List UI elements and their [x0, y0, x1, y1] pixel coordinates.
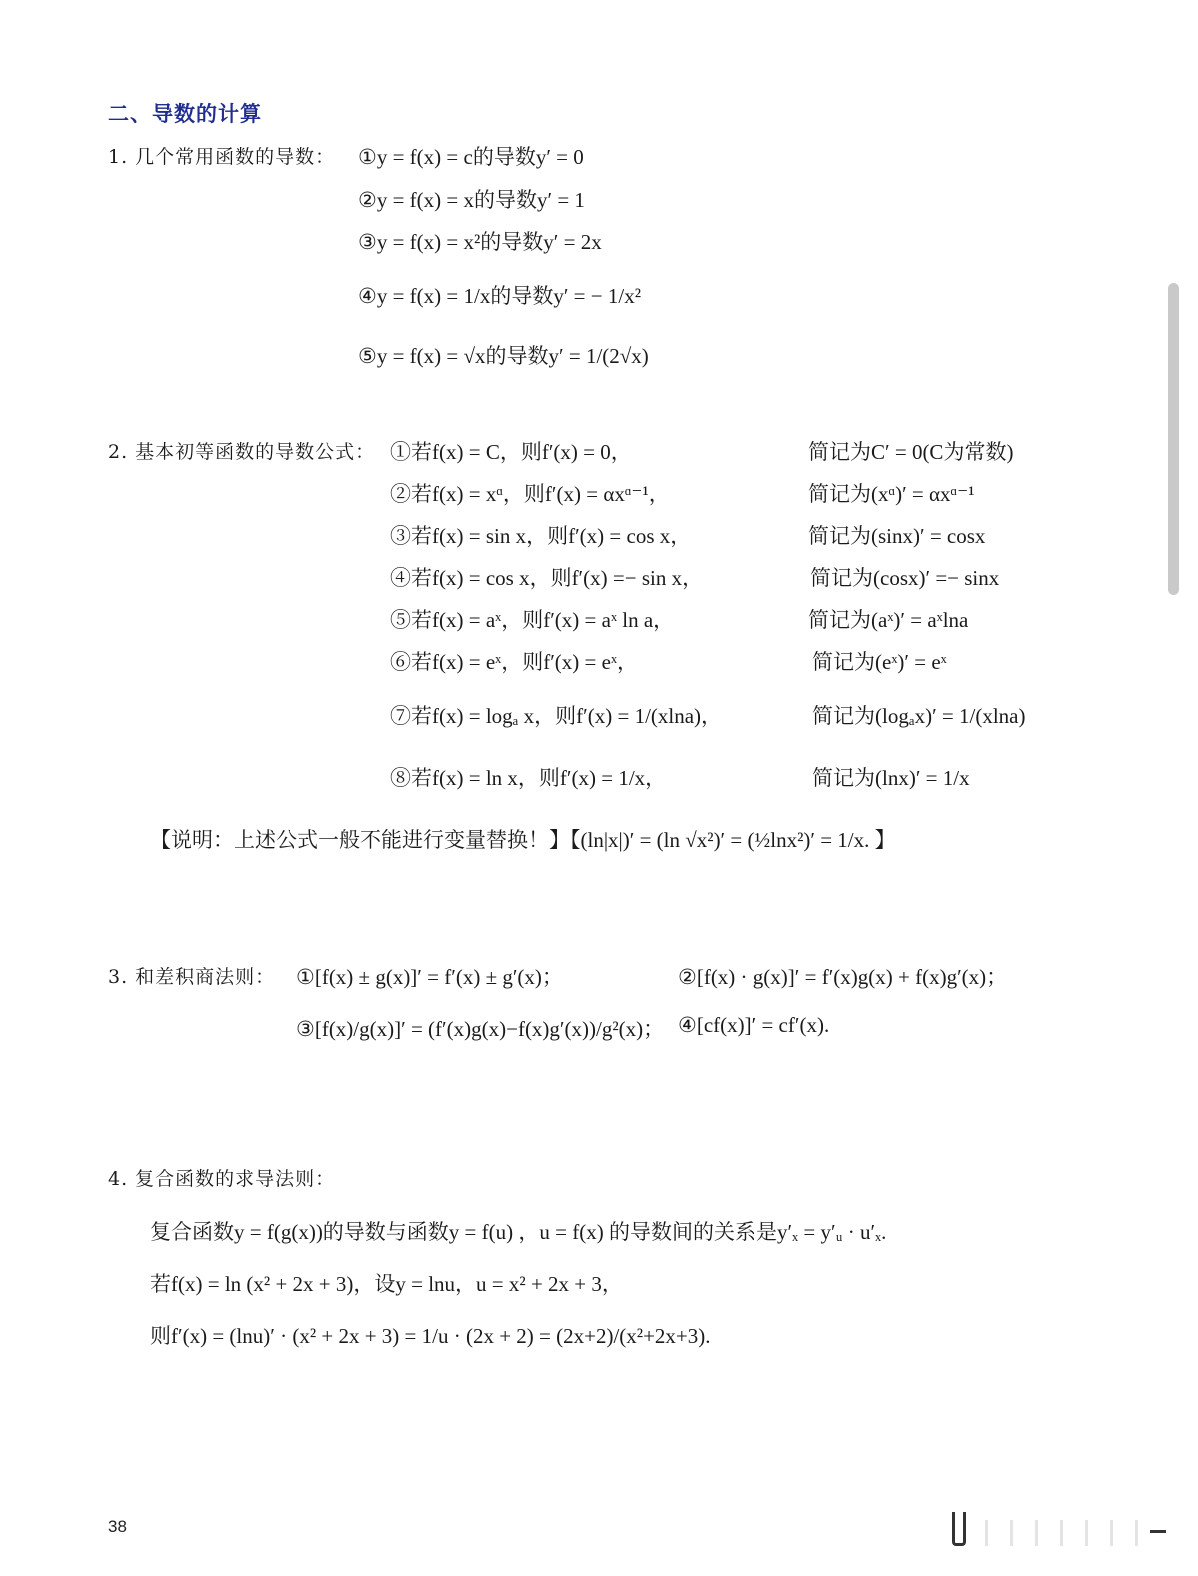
part1-item: ⑤y = f(x) = √x的导数y′ = 1/(2√x)	[358, 344, 649, 368]
derivative-rule: ⑤若f(x) = aˣ，则f′(x) = aˣ ln a，	[390, 608, 675, 632]
quotient-rule: ③[f(x)/g(x)]′ = (f′(x)g(x)−f(x)g′(x))/g²(x)；	[296, 1017, 665, 1041]
part1-label: 1. 几个常用函数的导数：	[108, 146, 336, 168]
derivative-rule: ⑥若f(x) = eˣ，则f′(x) = eˣ，	[390, 650, 639, 674]
part1-item: ①y = f(x) = c的导数y′ = 0	[358, 145, 584, 169]
derivative-shorthand: 简记为C′ = 0(C为常数)	[808, 440, 1014, 464]
product-rule: ②[f(x) · g(x)]′ = f′(x)g(x) + f(x)g′(x)；	[678, 965, 1008, 989]
derivative-shorthand: 简记为(cosx)′ =− sinx	[810, 566, 1000, 590]
derivative-rule: ⑦若f(x) = logₐ x，则f′(x) = 1/(xlna)，	[390, 704, 723, 728]
scrollbar-thumb[interactable]	[1168, 283, 1179, 595]
derivative-shorthand: 简记为(logₐx)′ = 1/(xlna)	[812, 704, 1026, 728]
part4-label: 4. 复合函数的求导法则：	[108, 1168, 336, 1190]
toolbar-divider	[985, 1520, 988, 1546]
part1-item: ②y = f(x) = x的导数y′ = 1	[358, 188, 585, 212]
part3-label: 3. 和差积商法则：	[108, 966, 276, 988]
chain-rule-line: 复合函数y = f(g(x))的导数与函数y = f(u) ，u = f(x) 的导数间的关系是y′ₓ = y′ᵤ · u′ₓ.	[150, 1220, 887, 1244]
derivative-rule: ①若f(x) = C，则f′(x) = 0，	[390, 440, 632, 464]
toolbar-divider	[1085, 1520, 1088, 1546]
toolbar-icon[interactable]	[952, 1512, 966, 1546]
derivative-rule: ④若f(x) = cos x，则f′(x) =− sin x，	[390, 566, 704, 590]
toolbar-divider	[1110, 1520, 1113, 1546]
chain-rule-example: 若f(x) = ln (x² + 2x + 3)，设y = lnu，u = x² + 2x + 3，	[150, 1272, 623, 1296]
toolbar-minus-icon[interactable]	[1150, 1530, 1166, 1533]
part1-item: ④y = f(x) = 1/x的导数y′ = − 1/x²	[358, 284, 641, 308]
toolbar-divider	[1135, 1520, 1138, 1546]
toolbar-divider	[1010, 1520, 1013, 1546]
section-title: 二、导数的计算	[108, 102, 262, 126]
toolbar-divider	[1035, 1520, 1038, 1546]
constant-multiple-rule: ④[cf(x)]′ = cf′(x).	[678, 1013, 830, 1037]
part1-item: ③y = f(x) = x²的导数y′ = 2x	[358, 230, 602, 254]
derivative-shorthand: 简记为(xᵅ)′ = αxᵅ⁻¹	[808, 482, 975, 506]
derivative-shorthand: 简记为(lnx)′ = 1/x	[812, 766, 970, 790]
toolbar-divider	[1060, 1520, 1063, 1546]
part2-label: 2. 基本初等函数的导数公式：	[108, 441, 376, 463]
derivative-shorthand: 简记为(sinx)′ = cosx	[808, 524, 986, 548]
derivative-rule: ③若f(x) = sin x，则f′(x) = cos x，	[390, 524, 692, 548]
derivative-shorthand: 简记为(eˣ)′ = eˣ	[812, 650, 947, 674]
formula-note: 【说明：上述公式一般不能进行变量替换！】【(ln|x|)′ = (ln √x²)′ = (½lnx²)′ = 1/x. 】	[150, 828, 896, 852]
page-number: 38	[108, 1517, 127, 1536]
derivative-rule: ⑧若f(x) = ln x，则f′(x) = 1/x，	[390, 766, 667, 790]
chain-rule-result: 则f′(x) = (lnu)′ · (x² + 2x + 3) = 1/u · (2x + 2) = (2x+2)/(x²+2x+3).	[150, 1324, 711, 1348]
derivative-rule: ②若f(x) = xᵅ，则f′(x) = αxᵅ⁻¹，	[390, 482, 670, 506]
sum-rule: ①[f(x) ± g(x)]′ = f′(x) ± g′(x)；	[296, 965, 563, 989]
derivative-shorthand: 简记为(aˣ)′ = aˣlna	[808, 608, 969, 632]
